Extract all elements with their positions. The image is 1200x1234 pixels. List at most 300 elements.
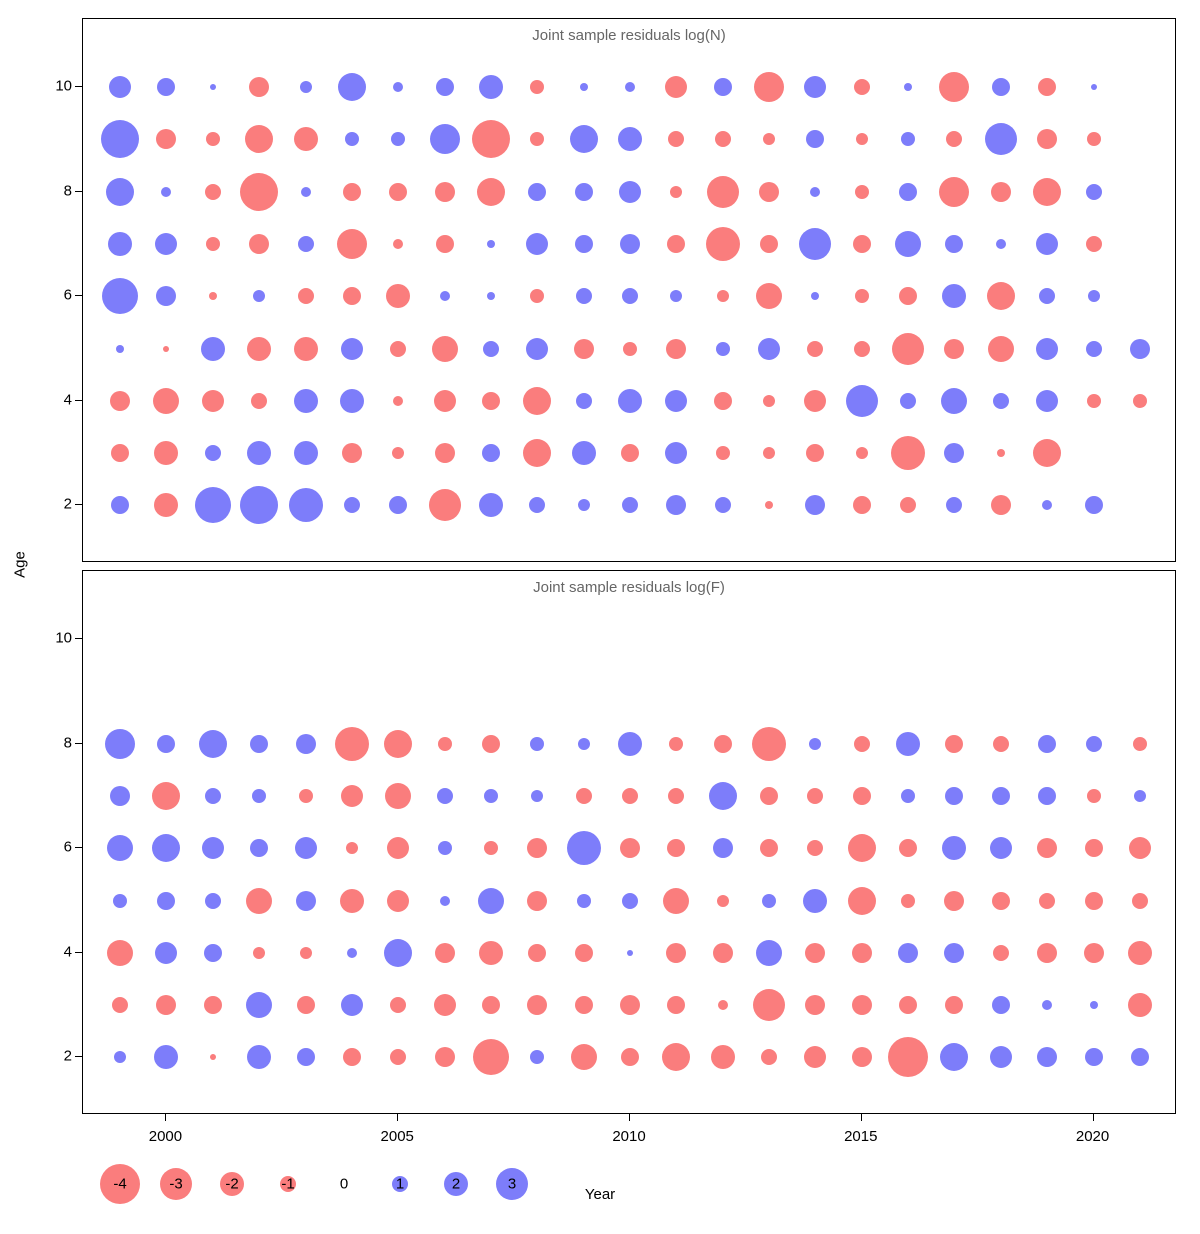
- residual-bubble: [572, 441, 596, 465]
- residual-bubble: [294, 389, 318, 413]
- residual-bubble: [390, 997, 406, 1013]
- residual-bubble: [436, 78, 454, 96]
- residual-bubble: [575, 944, 593, 962]
- plot-area-log-n: [83, 19, 1175, 561]
- residual-bubble: [763, 133, 775, 145]
- residual-bubble: [621, 444, 639, 462]
- residual-bubble: [343, 1048, 361, 1066]
- residual-bubble: [666, 495, 686, 515]
- residual-bubble: [620, 234, 640, 254]
- y-tick-mark: [75, 86, 82, 87]
- residual-bubble: [805, 495, 825, 515]
- residual-bubble: [1128, 941, 1152, 965]
- residual-bubble: [799, 228, 831, 260]
- residual-bubble: [392, 447, 404, 459]
- residual-bubble: [108, 232, 132, 256]
- legend-label: 3: [507, 1175, 517, 1193]
- residual-bubble: [335, 727, 369, 761]
- residual-bubble: [482, 735, 500, 753]
- residual-bubble: [752, 727, 786, 761]
- residual-bubble: [942, 284, 966, 308]
- residual-bubble: [155, 233, 177, 255]
- residual-bubble: [205, 788, 221, 804]
- x-tick-label: 2010: [612, 1128, 646, 1145]
- legend-label: 2: [451, 1175, 461, 1193]
- residual-bubble: [384, 939, 412, 967]
- residual-bubble: [294, 441, 318, 465]
- residual-bubble: [855, 289, 869, 303]
- residual-bubble: [804, 76, 826, 98]
- residual-bubble: [1130, 339, 1150, 359]
- residual-bubble: [195, 487, 231, 523]
- residual-bubble: [1037, 838, 1057, 858]
- residual-bubble: [622, 788, 638, 804]
- residual-bubble: [390, 1049, 406, 1065]
- legend-label: -1: [281, 1175, 295, 1193]
- residual-bubble: [945, 787, 963, 805]
- residual-bubble: [620, 995, 640, 1015]
- residual-bubble: [296, 734, 316, 754]
- residual-bubble: [992, 787, 1010, 805]
- panel-log-f: [82, 570, 1176, 1114]
- residual-bubble: [393, 82, 403, 92]
- legend-label: 1: [395, 1175, 405, 1193]
- residual-bubble: [944, 443, 964, 463]
- residual-bubble: [904, 83, 912, 91]
- y-tick-mark: [75, 847, 82, 848]
- residual-bubble: [763, 395, 775, 407]
- residual-bubble: [715, 131, 731, 147]
- residual-bubble: [667, 839, 685, 857]
- residual-bubble: [1132, 893, 1148, 909]
- residual-bubble: [892, 333, 924, 365]
- residual-bubble: [296, 891, 316, 911]
- x-tick-mark: [1093, 1114, 1094, 1121]
- residual-bubble: [709, 782, 737, 810]
- y-tick-mark: [75, 638, 82, 639]
- y-tick-mark: [75, 295, 82, 296]
- residual-bubble: [298, 288, 314, 304]
- residual-bubble: [992, 996, 1010, 1014]
- residual-bubble: [756, 283, 782, 309]
- residual-bubble: [715, 497, 731, 513]
- residual-bubble: [240, 486, 278, 524]
- residual-bubble: [1085, 1048, 1103, 1066]
- y-tick-label: 4: [63, 943, 72, 961]
- residual-bubble: [434, 994, 456, 1016]
- residual-bubble: [440, 896, 450, 906]
- residual-bubble: [662, 1043, 690, 1071]
- residual-bubble: [940, 1043, 968, 1071]
- residual-bubble: [157, 892, 175, 910]
- residual-bubble: [530, 1050, 544, 1064]
- residual-bubble: [111, 496, 129, 514]
- residual-bubble: [846, 385, 878, 417]
- residual-bubble: [618, 732, 642, 756]
- residual-bubble: [807, 341, 823, 357]
- residual-bubble: [1084, 943, 1104, 963]
- residual-bubble: [106, 178, 134, 206]
- residual-bubble: [756, 940, 782, 966]
- residual-bubble: [102, 278, 138, 314]
- residual-bubble: [567, 831, 601, 865]
- residual-bubble: [627, 950, 633, 956]
- residual-bubble: [523, 439, 551, 467]
- residual-bubble: [806, 444, 824, 462]
- residual-bubble: [163, 346, 169, 352]
- residual-bubble: [202, 837, 224, 859]
- residual-bubble: [665, 76, 687, 98]
- residual-bubble: [853, 787, 871, 805]
- residual-bubble: [526, 233, 548, 255]
- residual-bubble: [528, 183, 546, 201]
- x-tick-mark: [397, 1114, 398, 1121]
- residual-bubble: [622, 893, 638, 909]
- x-tick-mark: [861, 1114, 862, 1121]
- residual-bubble: [805, 995, 825, 1015]
- residual-bubble: [939, 177, 969, 207]
- residual-bubble: [811, 292, 819, 300]
- residual-bubble: [251, 393, 267, 409]
- residual-bubble: [618, 127, 642, 151]
- residual-bubble: [472, 120, 510, 158]
- residual-bubble: [856, 447, 868, 459]
- residual-bubble: [206, 237, 220, 251]
- residual-bubble: [807, 788, 823, 804]
- residual-bubble: [112, 997, 128, 1013]
- y-tick-label: 2: [63, 495, 72, 513]
- residual-bubble: [101, 120, 139, 158]
- panel-log-n: [82, 18, 1176, 562]
- legend-label: 0: [339, 1175, 349, 1193]
- residual-bubble: [625, 82, 635, 92]
- residual-bubble: [899, 996, 917, 1014]
- y-tick-label: 8: [63, 734, 72, 752]
- y-tick-mark: [75, 400, 82, 401]
- residual-bubble: [944, 891, 964, 911]
- residual-bubble: [900, 393, 916, 409]
- residual-bubble: [393, 396, 403, 406]
- residual-bubble: [1037, 943, 1057, 963]
- residual-bubble: [341, 338, 363, 360]
- residual-bubble: [1038, 78, 1056, 96]
- residual-bubble: [810, 187, 820, 197]
- residual-bubble: [717, 290, 729, 302]
- residual-bubble: [387, 890, 409, 912]
- residual-bubble: [205, 445, 221, 461]
- residual-bubble: [107, 835, 133, 861]
- residual-bubble: [1128, 993, 1152, 1017]
- residual-bubble: [477, 178, 505, 206]
- residual-bubble: [204, 944, 222, 962]
- residual-bubble: [341, 994, 363, 1016]
- residual-bubble: [576, 393, 592, 409]
- residual-bubble: [202, 390, 224, 412]
- residual-bubble: [670, 290, 682, 302]
- residual-bubble: [295, 837, 317, 859]
- residual-bubble: [1086, 736, 1102, 752]
- residual-bubble: [988, 336, 1014, 362]
- residual-bubble: [761, 1049, 777, 1065]
- y-tick-label: 6: [63, 838, 72, 856]
- residual-bubble: [526, 338, 548, 360]
- residual-bubble: [1133, 737, 1147, 751]
- residual-bubble: [487, 240, 495, 248]
- panel-title-log-n: Joint sample residuals log(N): [532, 27, 726, 44]
- residual-bubble: [852, 1047, 872, 1067]
- residual-bubble: [152, 782, 180, 810]
- residual-bubble: [1086, 184, 1102, 200]
- x-tick-mark: [629, 1114, 630, 1121]
- panel-title-log-f: Joint sample residuals log(F): [533, 579, 725, 596]
- residual-bubble: [294, 127, 318, 151]
- residual-bubble: [997, 449, 1005, 457]
- residual-bubble: [201, 337, 225, 361]
- residual-bubble: [663, 888, 689, 914]
- residual-bubble: [667, 235, 685, 253]
- residual-bubble: [483, 341, 499, 357]
- y-tick-mark: [75, 952, 82, 953]
- residual-bubble: [337, 229, 367, 259]
- x-tick-label: 2020: [1075, 1128, 1110, 1145]
- residual-bubble: [1085, 839, 1103, 857]
- residual-bubble: [386, 284, 410, 308]
- residual-bubble: [623, 342, 637, 356]
- residual-bubble: [107, 940, 133, 966]
- residual-bubble: [389, 183, 407, 201]
- residual-bubble: [205, 184, 221, 200]
- residual-bubble: [114, 1051, 126, 1063]
- residual-bubble: [482, 392, 500, 410]
- residual-bubble: [718, 1000, 728, 1010]
- residual-bubble: [753, 989, 785, 1021]
- residual-bubble: [716, 342, 730, 356]
- residual-bubble: [434, 390, 456, 412]
- residual-bubble: [1036, 390, 1058, 412]
- residual-bubble: [717, 895, 729, 907]
- residual-bubble: [161, 187, 171, 197]
- residual-bubble: [991, 495, 1011, 515]
- residual-bubble: [1038, 735, 1056, 753]
- residual-bubble: [111, 444, 129, 462]
- residual-bubble: [206, 132, 220, 146]
- residual-bubble: [666, 943, 686, 963]
- residual-bubble: [110, 786, 130, 806]
- residual-bubble: [246, 888, 272, 914]
- residual-bubble: [109, 76, 131, 98]
- residual-bubble: [528, 944, 546, 962]
- residual-bubble: [530, 289, 544, 303]
- residual-bubble: [435, 443, 455, 463]
- residual-bubble: [899, 287, 917, 305]
- residual-bubble: [670, 186, 682, 198]
- residual-bubble: [1037, 129, 1057, 149]
- residual-bubble: [809, 738, 821, 750]
- residual-bubble: [576, 288, 592, 304]
- residual-bubble: [116, 345, 124, 353]
- residual-bubble: [942, 836, 966, 860]
- residual-bubble: [1033, 439, 1061, 467]
- residual-bubble: [854, 736, 870, 752]
- residual-bubble: [622, 497, 638, 513]
- residual-bubble: [1086, 236, 1102, 252]
- residual-bubble: [343, 183, 361, 201]
- residual-bubble: [621, 1048, 639, 1066]
- residual-bubble: [941, 388, 967, 414]
- residual-bubble: [758, 338, 780, 360]
- residual-bubble: [805, 943, 825, 963]
- residual-bubble: [247, 441, 271, 465]
- residual-bubble: [205, 893, 221, 909]
- y-tick-label: 6: [63, 286, 72, 304]
- residual-bubble: [946, 131, 962, 147]
- residual-bubble: [1038, 787, 1056, 805]
- residual-bubble: [803, 889, 827, 913]
- residual-bubble: [944, 943, 964, 963]
- residual-bubble: [245, 125, 273, 153]
- residual-bubble: [806, 130, 824, 148]
- residual-bubble: [299, 789, 313, 803]
- y-tick-label: 10: [55, 77, 72, 95]
- residual-bubble: [620, 838, 640, 858]
- residual-bubble: [249, 234, 269, 254]
- residual-bubble: [1042, 500, 1052, 510]
- residual-bubble: [153, 388, 179, 414]
- residual-bubble: [113, 894, 127, 908]
- residual-bubble: [1088, 290, 1100, 302]
- residual-bubble: [387, 837, 409, 859]
- residual-bubble: [210, 1054, 216, 1060]
- residual-bubble: [487, 292, 495, 300]
- residual-bubble: [714, 392, 732, 410]
- residual-bubble: [252, 789, 266, 803]
- residual-bubble: [105, 729, 135, 759]
- residual-bubble: [1042, 1000, 1052, 1010]
- residual-bubble: [530, 80, 544, 94]
- residual-bubble: [987, 282, 1015, 310]
- residual-bubble: [1134, 790, 1146, 802]
- residual-bubble: [993, 736, 1009, 752]
- residual-bubble: [479, 941, 503, 965]
- legend-label: -4: [113, 1175, 127, 1193]
- residual-bubble: [385, 783, 411, 809]
- residual-bubble: [1087, 789, 1101, 803]
- residual-bubble: [619, 181, 641, 203]
- residual-bubble: [804, 1046, 826, 1068]
- residual-bubble: [440, 291, 450, 301]
- residual-bubble: [527, 838, 547, 858]
- residual-bubble: [899, 183, 917, 201]
- residual-bubble: [765, 501, 773, 509]
- residual-bubble: [760, 839, 778, 857]
- residual-bubble: [990, 1046, 1012, 1068]
- residual-bubble: [577, 894, 591, 908]
- residual-bubble: [391, 132, 405, 146]
- residual-bubble: [389, 496, 407, 514]
- residual-bubble: [856, 133, 868, 145]
- y-tick-mark: [75, 1056, 82, 1057]
- residual-bubble: [714, 735, 732, 753]
- residual-bubble: [343, 287, 361, 305]
- residual-bubble: [435, 1047, 455, 1067]
- residual-bubble: [340, 389, 364, 413]
- residual-bubble: [946, 497, 962, 513]
- residual-bubble: [888, 1037, 928, 1077]
- residual-bubble: [154, 441, 178, 465]
- y-axis-title: Age: [11, 551, 29, 578]
- residual-bubble: [901, 789, 915, 803]
- residual-bubble: [668, 788, 684, 804]
- y-tick-mark: [75, 504, 82, 505]
- residual-bubble: [250, 839, 268, 857]
- residual-bubble: [482, 444, 500, 462]
- residual-bubble: [665, 390, 687, 412]
- residual-bubble: [580, 83, 588, 91]
- residual-bubble: [531, 790, 543, 802]
- residual-bubble: [527, 995, 547, 1015]
- residual-bubble: [157, 78, 175, 96]
- residual-bubble: [1085, 892, 1103, 910]
- residual-bubble: [713, 943, 733, 963]
- residual-bubble: [852, 943, 872, 963]
- residual-bubble: [665, 442, 687, 464]
- residual-bubble: [530, 132, 544, 146]
- residual-bubble: [1036, 233, 1058, 255]
- residual-bubble: [152, 834, 180, 862]
- residual-bubble: [945, 996, 963, 1014]
- x-tick-label: 2000: [148, 1128, 183, 1145]
- residual-bubble: [437, 788, 453, 804]
- residual-bubble: [529, 497, 545, 513]
- residual-bubble: [618, 389, 642, 413]
- residual-bubble: [848, 834, 876, 862]
- legend: [0, 1154, 1200, 1234]
- residual-bubble: [1091, 84, 1097, 90]
- residual-bubble: [156, 129, 176, 149]
- residual-bubble: [578, 738, 590, 750]
- residual-bubble: [247, 1045, 271, 1069]
- residual-bubble: [110, 391, 130, 411]
- residual-bubble: [338, 73, 366, 101]
- residual-bubble: [993, 393, 1009, 409]
- residual-bubble: [945, 235, 963, 253]
- residual-bubble: [896, 732, 920, 756]
- residual-bubble: [804, 390, 826, 412]
- residual-bubble: [430, 124, 460, 154]
- residual-bubble: [759, 182, 779, 202]
- residual-bubble: [945, 735, 963, 753]
- residual-bubble: [668, 131, 684, 147]
- y-tick-label: 4: [63, 391, 72, 409]
- residual-bubble: [706, 227, 740, 261]
- legend-label: -2: [225, 1175, 239, 1193]
- residual-bubble: [1085, 496, 1103, 514]
- residual-bubble: [157, 735, 175, 753]
- residual-bubble: [760, 235, 778, 253]
- x-tick-label: 2005: [380, 1128, 414, 1145]
- residual-bubble: [1133, 394, 1147, 408]
- residual-bubble: [247, 337, 271, 361]
- residual-bubble: [807, 840, 823, 856]
- residual-bubble: [523, 387, 551, 415]
- residual-bubble: [1129, 837, 1151, 859]
- x-tick-label: 2015: [844, 1128, 878, 1145]
- residual-bubble: [479, 75, 503, 99]
- residual-bubble: [1039, 893, 1055, 909]
- residual-bubble: [301, 187, 311, 197]
- residual-bubble: [853, 235, 871, 253]
- residual-bubble: [848, 887, 876, 915]
